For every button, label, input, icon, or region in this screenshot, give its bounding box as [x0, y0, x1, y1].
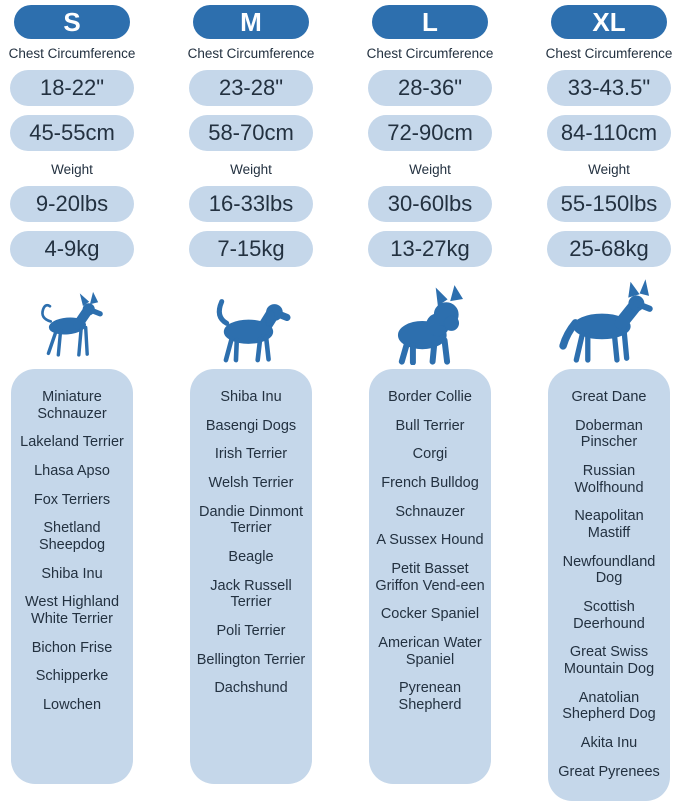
breed-item: Lakeland Terrier	[20, 434, 124, 451]
breed-item: American Water Spaniel	[378, 635, 482, 668]
size-column-xl	[545, 5, 673, 801]
breed-item: French Bulldog	[381, 475, 479, 492]
breed-list-s	[11, 369, 133, 784]
small-dog-silhouette-icon	[8, 267, 136, 365]
breed-item: Border Collie	[388, 389, 472, 405]
breed-item: Jack Russell Terrier	[210, 577, 292, 611]
breed-item: Cocker Spaniel	[380, 606, 480, 623]
breed-item: Neapolitan Mastiff	[574, 508, 644, 542]
chest-circumference-label: Chest Circumference	[366, 46, 494, 61]
weight-lbs-value: 30-60lbs	[368, 186, 492, 222]
chest-circumference-label: Chest Circumference	[187, 46, 315, 61]
size-badge-xl: XL	[551, 5, 667, 39]
breed-list-xl	[548, 369, 670, 801]
breed-item: West Highland White Terrier	[24, 594, 120, 628]
breed-item: Shiba Inu	[220, 389, 282, 405]
breed-item: Shiba Inu	[41, 565, 103, 582]
breed-list-l	[369, 369, 491, 784]
breed-item: Schipperke	[35, 668, 109, 685]
chest-inches-value: 28-36"	[368, 70, 492, 106]
weight-kg-value: 7-15kg	[189, 231, 313, 267]
chest-inches-value: 23-28"	[189, 70, 313, 106]
chest-cm-value: 84-110cm	[547, 115, 671, 151]
breed-item: Lhasa Apso	[34, 463, 110, 480]
breed-item: A Sussex Hound	[376, 532, 484, 549]
breed-item: Welsh Terrier	[208, 475, 294, 492]
breed-item: Schnauzer	[395, 503, 465, 520]
breed-item: Lowchen	[42, 697, 102, 714]
size-badge-s: S	[14, 5, 130, 39]
breed-item: Great Swiss Mountain Dog	[563, 644, 655, 678]
breed-item: Great Dane	[571, 389, 647, 405]
weight-label: Weight	[51, 162, 93, 177]
breed-item: Great Pyrenees	[558, 763, 660, 780]
breed-item: Shetland Sheepdog	[38, 520, 106, 554]
weight-kg-value: 4-9kg	[10, 231, 134, 267]
size-column-m	[187, 5, 315, 801]
breed-item: Russian Wolfhound	[574, 463, 644, 496]
weight-label: Weight	[230, 162, 272, 177]
weight-kg-value: 13-27kg	[368, 231, 492, 267]
breed-item: Pyrenean Shepherd	[398, 680, 462, 714]
size-column-l	[366, 5, 494, 801]
weight-label: Weight	[409, 162, 451, 177]
size-badge-l: L	[372, 5, 488, 39]
breed-item: Scottish Deerhound	[573, 599, 645, 632]
breed-item: Dachshund	[214, 680, 288, 697]
chest-circumference-label: Chest Circumference	[8, 46, 136, 61]
breed-item: Anatolian Shepherd Dog	[562, 689, 656, 723]
breed-item: Basengi Dogs	[205, 417, 297, 434]
weight-lbs-value: 9-20lbs	[10, 186, 134, 222]
breed-item: Bull Terrier	[395, 417, 465, 434]
chest-cm-value: 58-70cm	[189, 115, 313, 151]
breed-item: Bellington Terrier	[196, 651, 306, 668]
weight-lbs-value: 55-150lbs	[547, 186, 671, 222]
breed-item: Petit Basset Griffon Vend-een	[375, 561, 485, 594]
breed-item: Akita Inu	[580, 735, 638, 752]
chest-cm-value: 45-55cm	[10, 115, 134, 151]
breed-item: Corgi	[412, 446, 448, 463]
chest-cm-value: 72-90cm	[368, 115, 492, 151]
size-badge-m: M	[193, 5, 309, 39]
weight-lbs-value: 16-33lbs	[189, 186, 313, 222]
large-dog-silhouette-icon	[366, 267, 494, 365]
breed-item: Fox Terriers	[33, 491, 111, 508]
breed-list-m	[190, 369, 312, 784]
chest-circumference-label: Chest Circumference	[545, 46, 673, 61]
breed-item: Irish Terrier	[214, 446, 288, 463]
breed-item: Dandie Dinmont Terrier	[199, 503, 303, 537]
breed-item: Poli Terrier	[216, 623, 286, 640]
extra-large-dog-silhouette-icon	[545, 267, 673, 365]
medium-dog-silhouette-icon	[187, 267, 315, 365]
weight-kg-value: 25-68kg	[547, 231, 671, 267]
breed-item: Miniature Schnauzer	[37, 389, 107, 422]
breed-item: Newfoundland Dog	[562, 553, 656, 587]
weight-label: Weight	[588, 162, 630, 177]
chest-inches-value: 18-22"	[10, 70, 134, 106]
size-column-s	[8, 5, 136, 801]
breed-item: Bichon Frise	[31, 639, 113, 656]
breed-item: Beagle	[228, 549, 274, 566]
breed-item: Doberman Pinscher	[575, 417, 643, 451]
chest-inches-value: 33-43.5"	[547, 70, 671, 106]
